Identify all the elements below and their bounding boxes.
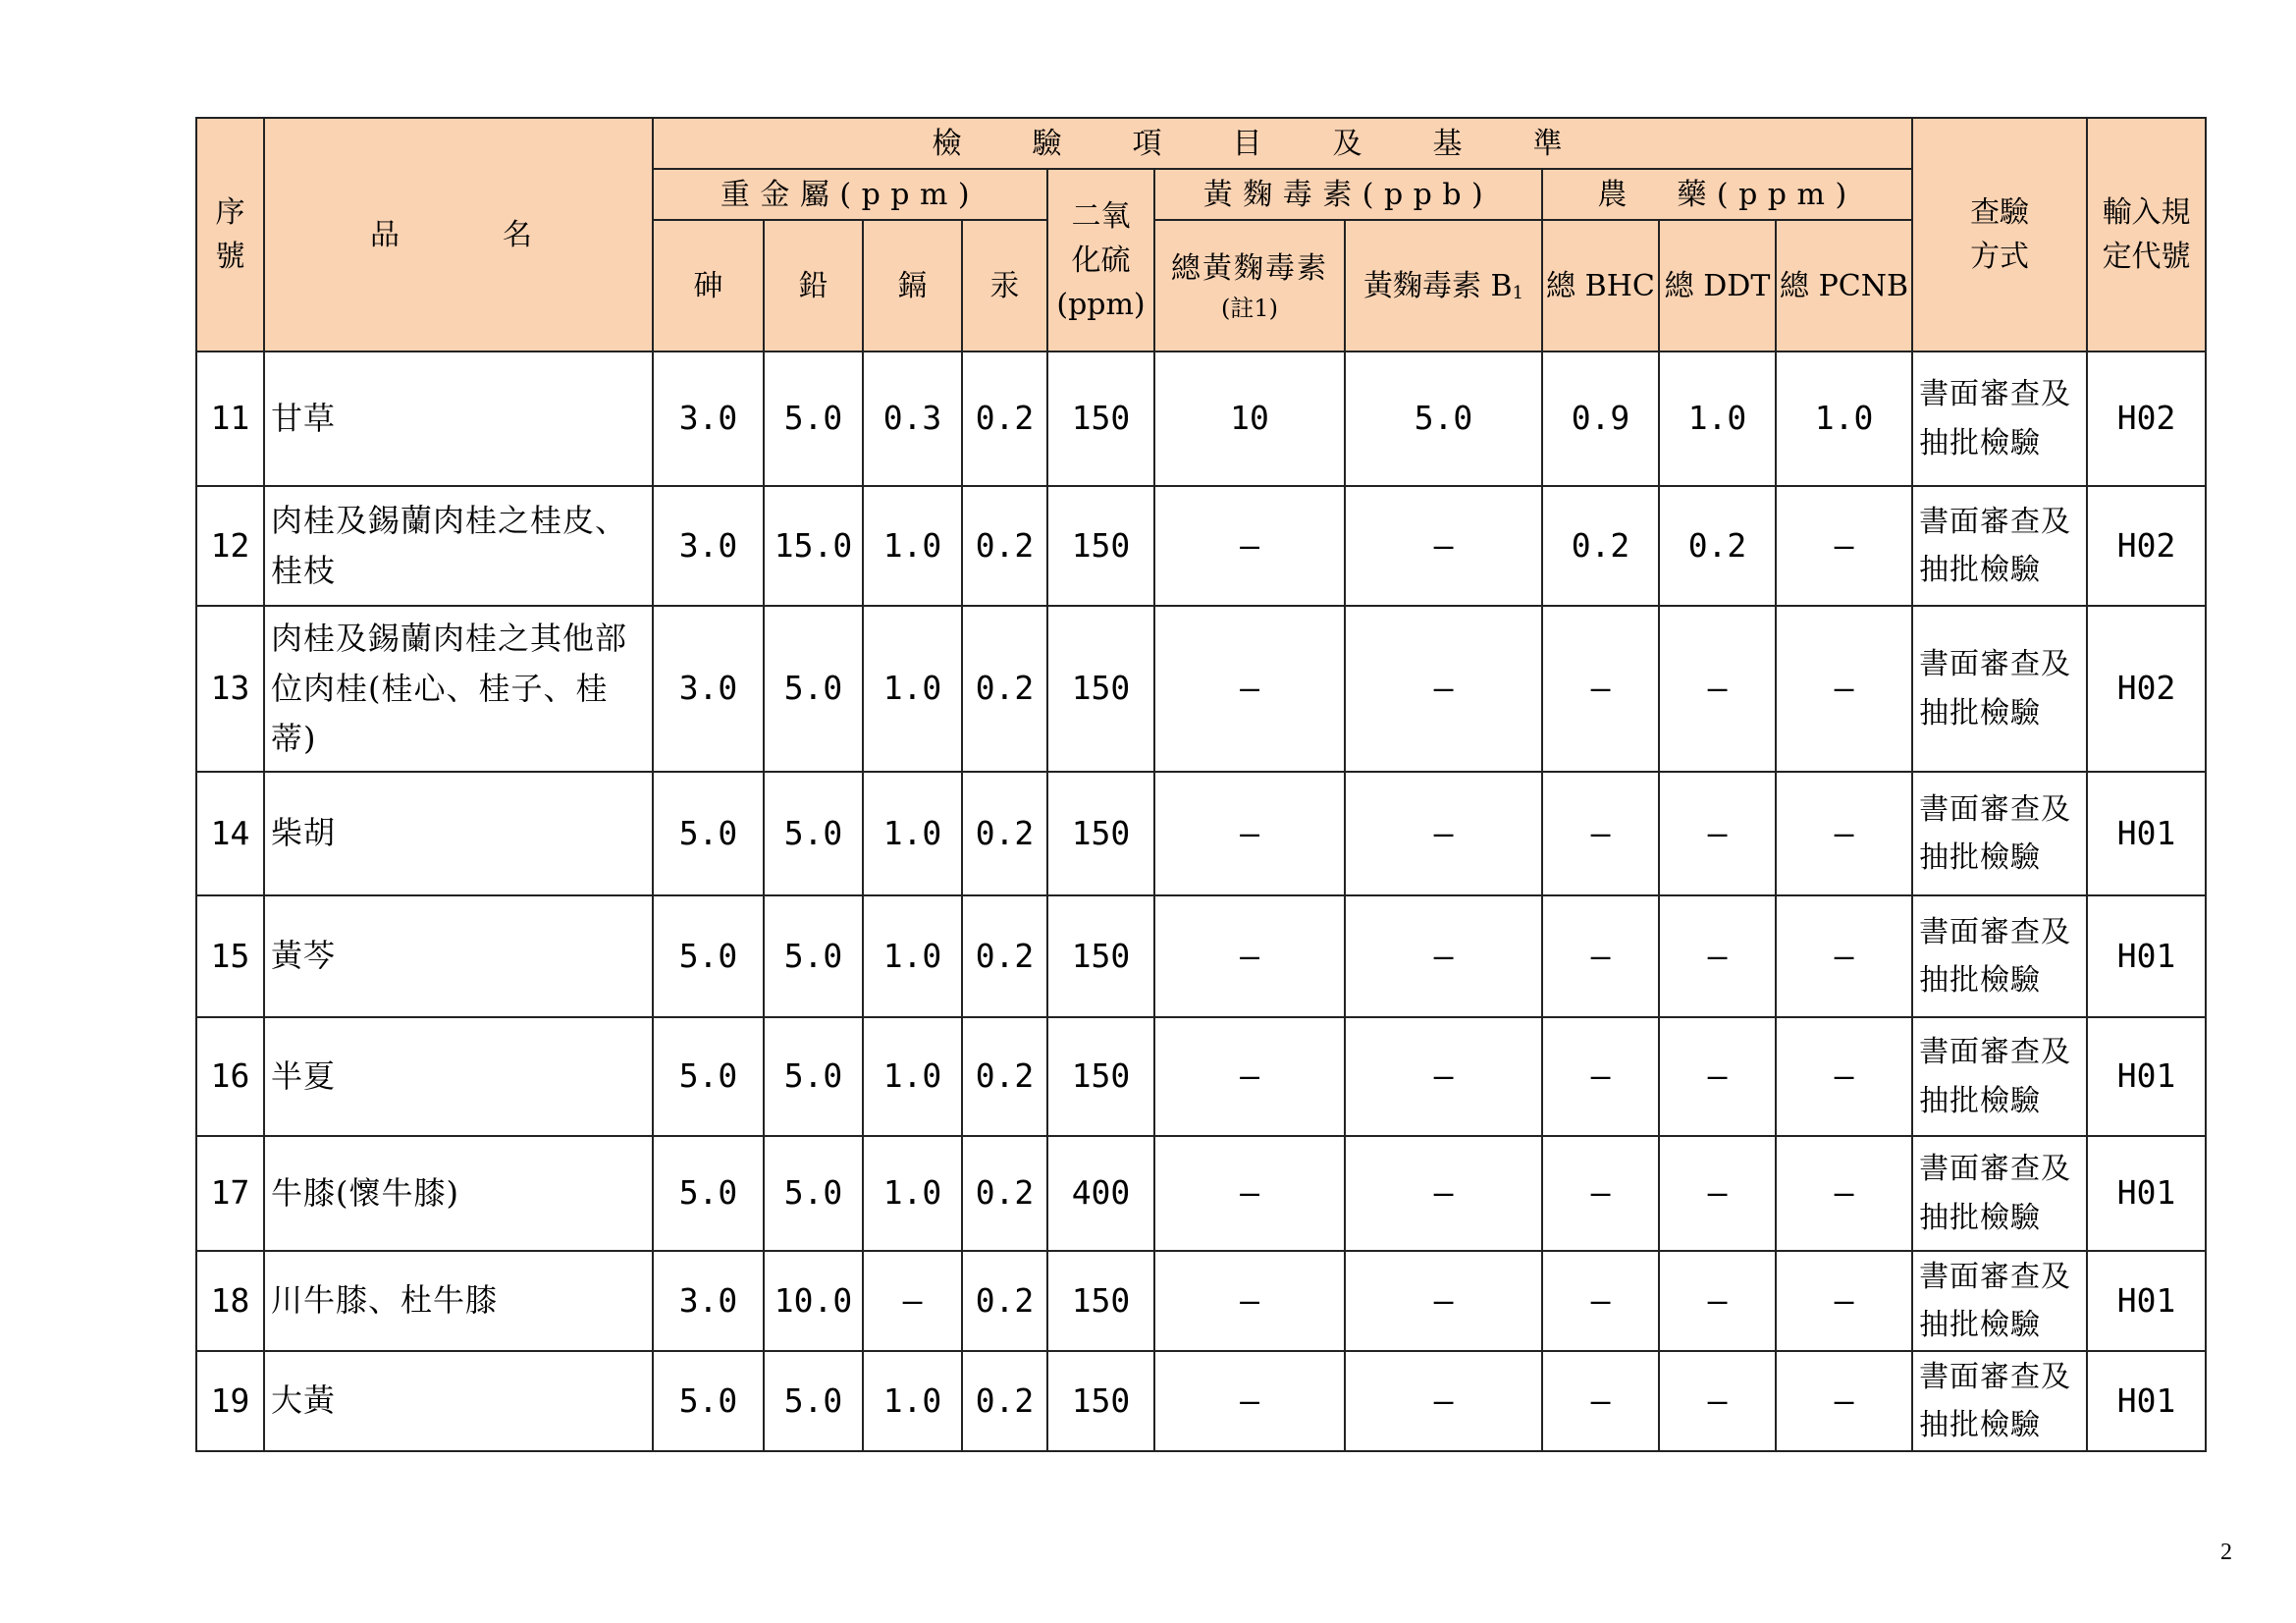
cell-cadmium: 0.3 — [863, 352, 962, 486]
cell-pcnb: — — [1776, 1136, 1912, 1251]
table-row — [196, 1017, 2206, 1136]
cell-arsenic: 5.0 — [653, 772, 764, 895]
cell-arsenic: 5.0 — [653, 1351, 764, 1451]
cell-pcnb: — — [1776, 1251, 1912, 1351]
cell-aflatoxin-b1: — — [1345, 1017, 1542, 1136]
cell-code: H01 — [2087, 1351, 2206, 1451]
header-so2 — [1047, 169, 1154, 352]
cell-bhc: — — [1542, 1351, 1659, 1451]
cell-pcnb: — — [1776, 772, 1912, 895]
header-method-line2: 方式 — [1970, 240, 2030, 274]
cell-aflatoxin-b1: — — [1345, 772, 1542, 895]
cell-ddt: — — [1659, 606, 1776, 772]
cell-total-aflatoxin: — — [1154, 1351, 1345, 1451]
cell-seq: 16 — [196, 1017, 264, 1136]
cell-pcnb: — — [1776, 486, 1912, 606]
cell-code: H01 — [2087, 1251, 2206, 1351]
cell-ddt: — — [1659, 1351, 1776, 1451]
cell-aflatoxin-b1: — — [1345, 1136, 1542, 1251]
cell-code: H01 — [2087, 772, 2206, 895]
header-total-aflatoxin-note: (註1) — [1221, 294, 1278, 322]
cell-mercury: 0.2 — [962, 352, 1047, 486]
header-aflatoxin-b1-label: 黃麴毒素 B — [1362, 268, 1513, 303]
table-header — [196, 118, 2206, 352]
cell-seq: 15 — [196, 895, 264, 1017]
cell-pcnb: 1.0 — [1776, 352, 1912, 486]
header-so2-line3: (ppm) — [1056, 287, 1146, 322]
cell-cadmium: 1.0 — [863, 486, 962, 606]
header-heavy-metals: 重金屬(ppm) — [653, 169, 1047, 220]
cell-so2: 150 — [1047, 895, 1154, 1017]
cell-lead: 5.0 — [764, 352, 863, 486]
cell-aflatoxin-b1: — — [1345, 1251, 1542, 1351]
cell-name: 甘草 — [264, 352, 653, 486]
cell-method: 書面審查及抽批檢驗 — [1912, 1351, 2087, 1451]
cell-total-aflatoxin: — — [1154, 1017, 1345, 1136]
cell-mercury: 0.2 — [962, 895, 1047, 1017]
cell-total-aflatoxin: — — [1154, 772, 1345, 895]
inspection-standards-table — [195, 117, 2207, 1452]
cell-arsenic: 5.0 — [653, 1017, 764, 1136]
cell-ddt: — — [1659, 772, 1776, 895]
table-row — [196, 772, 2206, 895]
table-row — [196, 1351, 2206, 1451]
cell-code: H02 — [2087, 606, 2206, 772]
header-ddt: 總 DDT — [1659, 220, 1776, 352]
cell-bhc: — — [1542, 1251, 1659, 1351]
cell-lead: 10.0 — [764, 1251, 863, 1351]
cell-seq: 17 — [196, 1136, 264, 1251]
table-row — [196, 895, 2206, 1017]
cell-aflatoxin-b1: — — [1345, 486, 1542, 606]
cell-total-aflatoxin: — — [1154, 1136, 1345, 1251]
cell-arsenic: 5.0 — [653, 1136, 764, 1251]
cell-bhc: 0.2 — [1542, 486, 1659, 606]
cell-cadmium: 1.0 — [863, 895, 962, 1017]
cell-bhc: — — [1542, 895, 1659, 1017]
header-cadmium: 鎘 — [863, 220, 962, 352]
cell-ddt: — — [1659, 1136, 1776, 1251]
cell-ddt: — — [1659, 1017, 1776, 1136]
table-row — [196, 1136, 2206, 1251]
header-so2-line2: 化硫 — [1071, 243, 1131, 278]
cell-bhc: — — [1542, 1136, 1659, 1251]
cell-total-aflatoxin: — — [1154, 1251, 1345, 1351]
header-pcnb: 總 PCNB — [1776, 220, 1912, 352]
table-row — [196, 1251, 2206, 1351]
cell-cadmium: 1.0 — [863, 772, 962, 895]
cell-so2: 150 — [1047, 1351, 1154, 1451]
header-so2-line1: 二氧 — [1071, 198, 1131, 234]
cell-method: 書面審查及抽批檢驗 — [1912, 1251, 2087, 1351]
header-aflatoxin-b1 — [1345, 220, 1542, 352]
cell-mercury: 0.2 — [962, 606, 1047, 772]
cell-arsenic: 3.0 — [653, 352, 764, 486]
cell-lead: 5.0 — [764, 1351, 863, 1451]
table-row — [196, 352, 2206, 486]
cell-method: 書面審查及抽批檢驗 — [1912, 1136, 2087, 1251]
header-mercury: 汞 — [962, 220, 1047, 352]
cell-ddt: — — [1659, 895, 1776, 1017]
header-method — [1912, 118, 2087, 352]
header-bhc: 總 BHC — [1542, 220, 1659, 352]
cell-so2: 150 — [1047, 1017, 1154, 1136]
cell-seq: 18 — [196, 1251, 264, 1351]
cell-code: H01 — [2087, 895, 2206, 1017]
cell-bhc: — — [1542, 606, 1659, 772]
header-aflatoxin-b1-sub: 1 — [1512, 282, 1524, 303]
page-number: 2 — [2220, 1540, 2232, 1565]
cell-total-aflatoxin: 10 — [1154, 352, 1345, 486]
cell-mercury: 0.2 — [962, 1351, 1047, 1451]
header-seq: 序號 — [196, 118, 264, 352]
header-code — [2087, 118, 2206, 352]
cell-mercury: 0.2 — [962, 486, 1047, 606]
cell-seq: 11 — [196, 352, 264, 486]
cell-name: 黃芩 — [264, 895, 653, 1017]
header-code-line1: 輸入規 — [2102, 195, 2191, 230]
header-total-aflatoxin — [1154, 220, 1345, 352]
cell-mercury: 0.2 — [962, 772, 1047, 895]
cell-seq: 12 — [196, 486, 264, 606]
cell-bhc: 0.9 — [1542, 352, 1659, 486]
cell-name: 柴胡 — [264, 772, 653, 895]
cell-arsenic: 3.0 — [653, 486, 764, 606]
cell-cadmium: 1.0 — [863, 1136, 962, 1251]
cell-name: 川牛膝、杜牛膝 — [264, 1251, 653, 1351]
header-method-line1: 查驗 — [1970, 195, 2030, 230]
cell-code: H01 — [2087, 1017, 2206, 1136]
cell-lead: 5.0 — [764, 772, 863, 895]
cell-pcnb: — — [1776, 1017, 1912, 1136]
cell-lead: 5.0 — [764, 1136, 863, 1251]
cell-arsenic: 5.0 — [653, 895, 764, 1017]
cell-mercury: 0.2 — [962, 1136, 1047, 1251]
cell-pcnb: — — [1776, 895, 1912, 1017]
cell-so2: 150 — [1047, 606, 1154, 772]
cell-method: 書面審查及抽批檢驗 — [1912, 606, 2087, 772]
cell-cadmium: — — [863, 1251, 962, 1351]
header-aflatoxin: 黃麴毒素(ppb) — [1154, 169, 1542, 220]
cell-cadmium: 1.0 — [863, 1351, 962, 1451]
cell-method: 書面審查及抽批檢驗 — [1912, 895, 2087, 1017]
cell-name: 半夏 — [264, 1017, 653, 1136]
header-inspection: 檢驗項目及基準 — [653, 118, 1912, 169]
cell-lead: 5.0 — [764, 895, 863, 1017]
cell-seq: 13 — [196, 606, 264, 772]
cell-method: 書面審查及抽批檢驗 — [1912, 352, 2087, 486]
cell-lead: 15.0 — [764, 486, 863, 606]
cell-ddt: — — [1659, 1251, 1776, 1351]
cell-cadmium: 1.0 — [863, 1017, 962, 1136]
table-row — [196, 606, 2206, 772]
cell-method: 書面審查及抽批檢驗 — [1912, 772, 2087, 895]
cell-lead: 5.0 — [764, 1017, 863, 1136]
cell-ddt: 1.0 — [1659, 352, 1776, 486]
cell-aflatoxin-b1: — — [1345, 1351, 1542, 1451]
cell-code: H01 — [2087, 1136, 2206, 1251]
header-name: 品 名 — [264, 118, 653, 352]
cell-aflatoxin-b1: 5.0 — [1345, 352, 1542, 486]
cell-total-aflatoxin: — — [1154, 895, 1345, 1017]
cell-name: 牛膝(懷牛膝) — [264, 1136, 653, 1251]
cell-pcnb: — — [1776, 1351, 1912, 1451]
header-lead: 鉛 — [764, 220, 863, 352]
cell-bhc: — — [1542, 1017, 1659, 1136]
cell-method: 書面審查及抽批檢驗 — [1912, 486, 2087, 606]
cell-arsenic: 3.0 — [653, 1251, 764, 1351]
header-arsenic: 砷 — [653, 220, 764, 352]
cell-name: 肉桂及錫蘭肉桂之桂皮、桂枝 — [264, 486, 653, 606]
cell-mercury: 0.2 — [962, 1017, 1047, 1136]
cell-code: H02 — [2087, 486, 2206, 606]
header-pesticide: 農 藥(ppm) — [1542, 169, 1912, 220]
cell-total-aflatoxin: — — [1154, 606, 1345, 772]
cell-mercury: 0.2 — [962, 1251, 1047, 1351]
table-row — [196, 486, 2206, 606]
cell-so2: 150 — [1047, 352, 1154, 486]
cell-lead: 5.0 — [764, 606, 863, 772]
cell-so2: 150 — [1047, 1251, 1154, 1351]
cell-so2: 150 — [1047, 772, 1154, 895]
table-body — [196, 352, 2206, 1451]
cell-bhc: — — [1542, 772, 1659, 895]
cell-aflatoxin-b1: — — [1345, 895, 1542, 1017]
cell-name: 大黃 — [264, 1351, 653, 1451]
cell-pcnb: — — [1776, 606, 1912, 772]
cell-code: H02 — [2087, 352, 2206, 486]
cell-cadmium: 1.0 — [863, 606, 962, 772]
header-total-aflatoxin-label: 總黃麴毒素 — [1171, 250, 1328, 286]
cell-name: 肉桂及錫蘭肉桂之其他部位肉桂(桂心、桂子、桂蒂) — [264, 606, 653, 772]
cell-total-aflatoxin: — — [1154, 486, 1345, 606]
cell-so2: 400 — [1047, 1136, 1154, 1251]
cell-method: 書面審查及抽批檢驗 — [1912, 1017, 2087, 1136]
cell-so2: 150 — [1047, 486, 1154, 606]
cell-seq: 19 — [196, 1351, 264, 1451]
cell-seq: 14 — [196, 772, 264, 895]
header-code-line2: 定代號 — [2102, 240, 2191, 274]
cell-ddt: 0.2 — [1659, 486, 1776, 606]
cell-aflatoxin-b1: — — [1345, 606, 1542, 772]
cell-arsenic: 3.0 — [653, 606, 764, 772]
